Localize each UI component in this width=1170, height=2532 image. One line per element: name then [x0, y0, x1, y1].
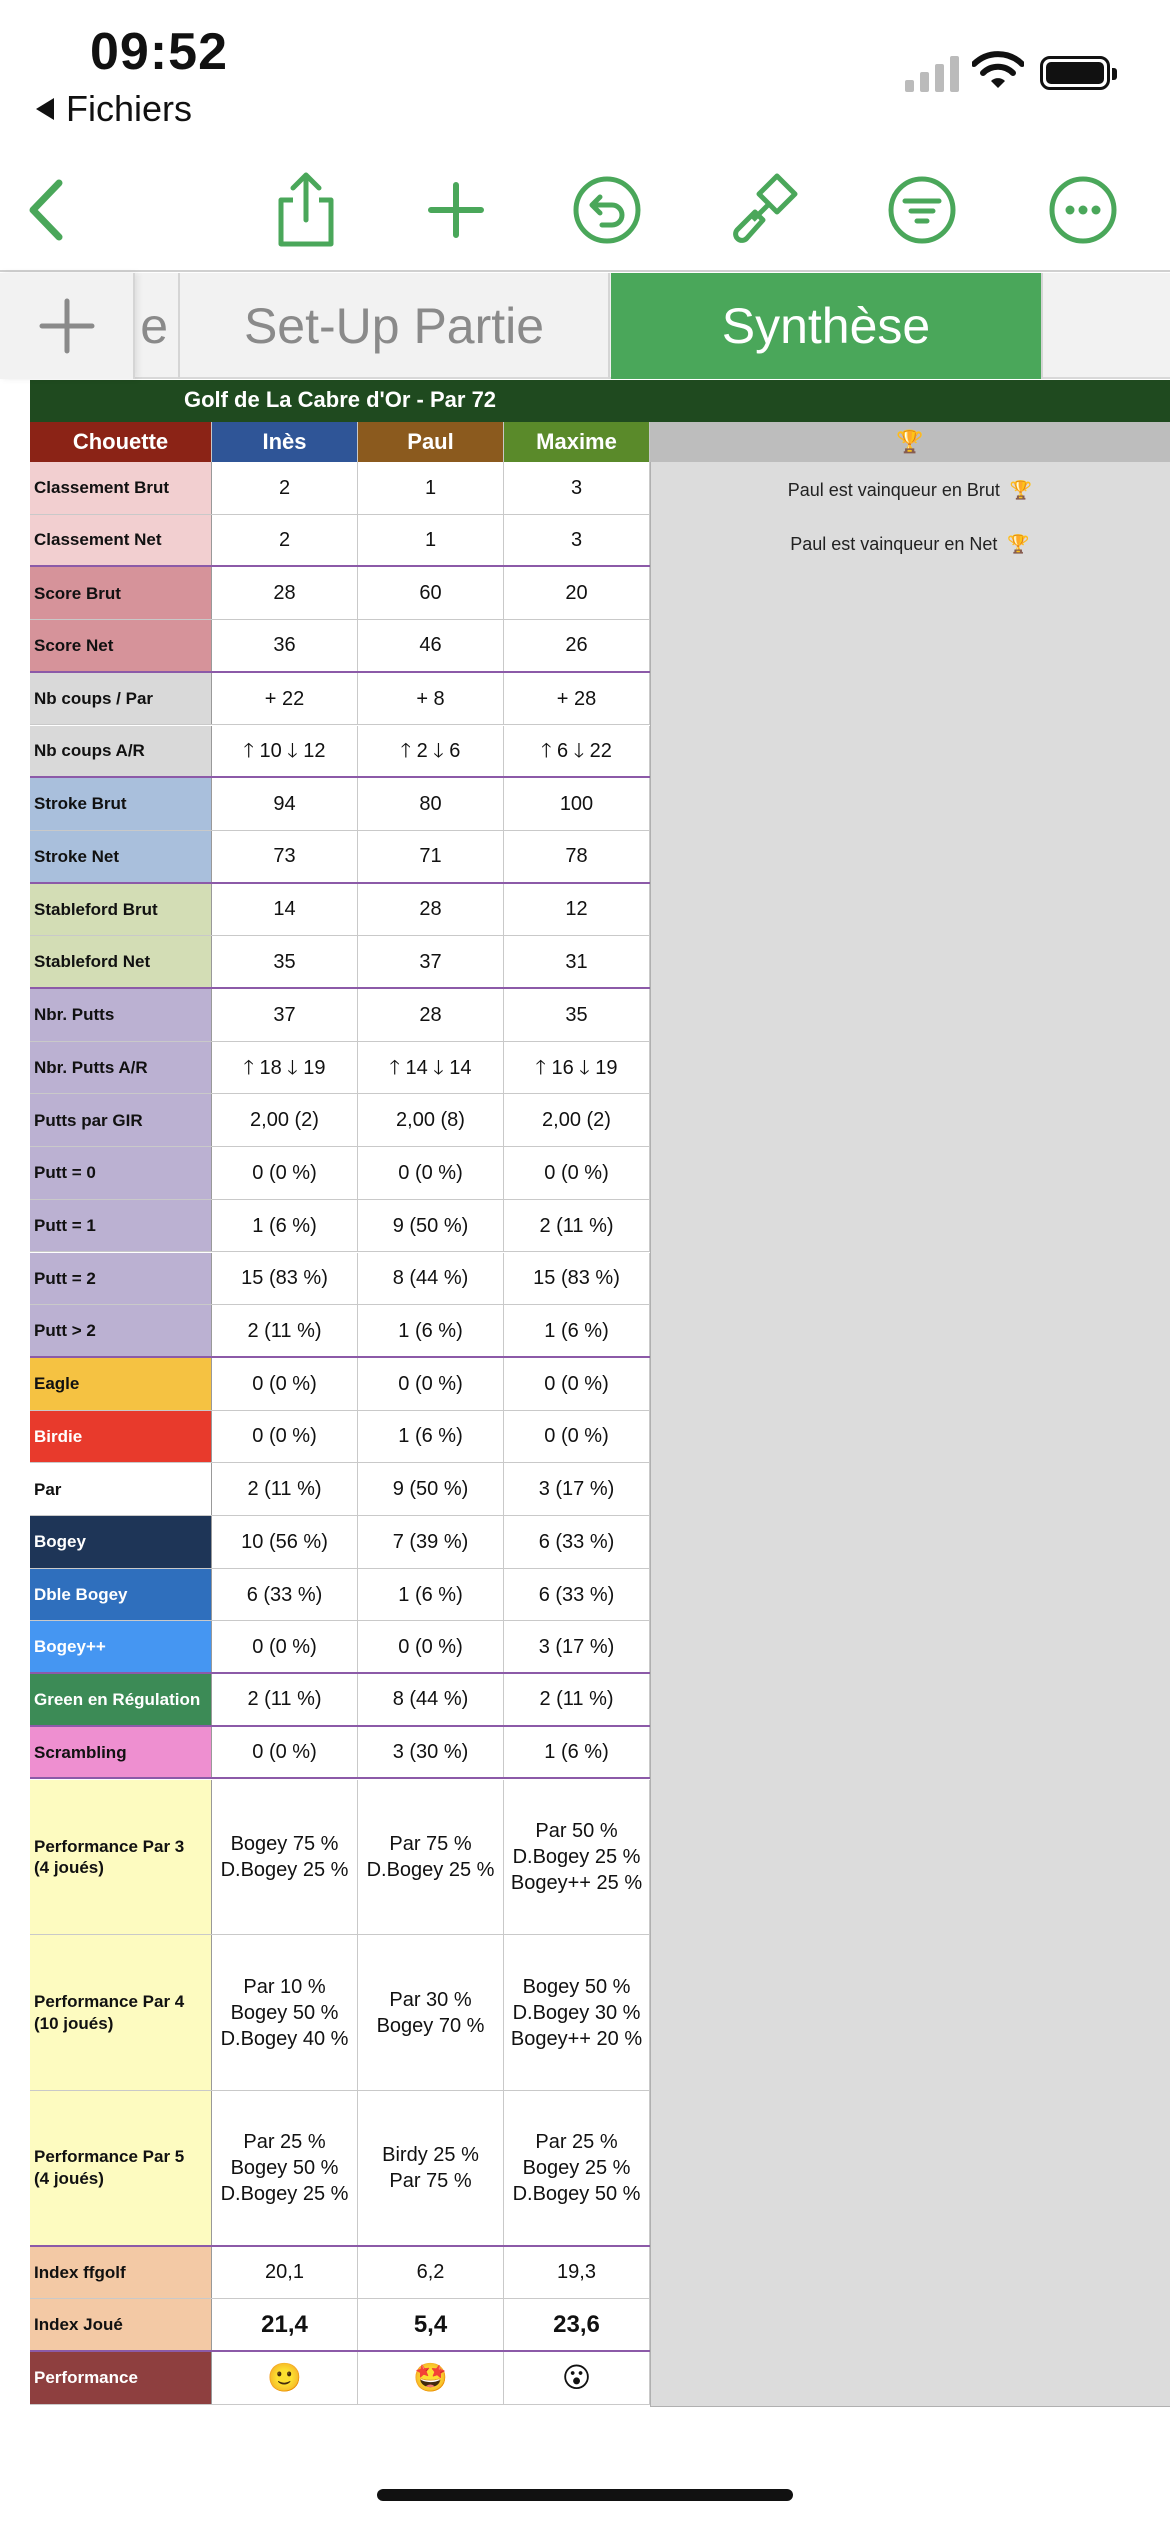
clock: 09:52: [90, 23, 228, 81]
row-label[interactable]: Putts par GIR: [30, 1094, 212, 1146]
format-brush-icon[interactable]: [724, 170, 804, 250]
table-cell[interactable]: Birdy 25 % Par 75 %: [358, 2091, 504, 2245]
table-cell[interactable]: 1 (6 %): [358, 1305, 504, 1356]
table-cell[interactable]: 1 (6 %): [358, 1411, 504, 1463]
table-cell[interactable]: 2 (11 %): [212, 1674, 358, 1725]
row-label[interactable]: Bogey: [30, 1516, 212, 1568]
table-cell[interactable]: 1 (6 %): [212, 1200, 358, 1252]
table-cell[interactable]: 71: [358, 831, 504, 882]
table-row: [30, 2352, 650, 2405]
table-row: [30, 462, 650, 515]
row-label[interactable]: Stableford Net: [30, 936, 212, 987]
table-cell[interactable]: 14: [212, 884, 358, 936]
table-cell[interactable]: 🡑 10 🡓 12: [212, 726, 358, 777]
table-cell[interactable]: 3 (17 %): [504, 1621, 650, 1672]
winner-net: [650, 524, 1170, 564]
table-row: [30, 1042, 650, 1095]
table-row: [30, 620, 650, 673]
wifi-icon: [972, 50, 1024, 95]
table-cell[interactable]: 80: [358, 778, 504, 830]
toolbar: [0, 150, 1170, 272]
table-cell[interactable]: 1 (6 %): [504, 1305, 650, 1356]
row-label[interactable]: Eagle: [30, 1358, 212, 1410]
table-cell[interactable]: 94: [212, 778, 358, 830]
row-label[interactable]: Putt > 2: [30, 1305, 212, 1356]
sheet-tabs: [0, 273, 1170, 379]
table-row: [30, 1358, 650, 1411]
table-cell[interactable]: 60: [358, 567, 504, 619]
table-cell[interactable]: 2 (11 %): [504, 1674, 650, 1725]
table-row: [30, 1935, 650, 2091]
table-cell[interactable]: 28: [212, 567, 358, 619]
table-cell[interactable]: Bogey 50 % D.Bogey 30 % Bogey++ 20 %: [504, 1935, 650, 2090]
table-row: [30, 778, 650, 831]
table-row: [30, 1305, 650, 1358]
table-cell[interactable]: 3 (30 %): [358, 1727, 504, 1778]
table-cell[interactable]: 1: [358, 462, 504, 514]
table-row: [30, 884, 650, 937]
table-cell[interactable]: Bogey 75 % D.Bogey 25 %: [212, 1780, 358, 1935]
row-label[interactable]: Performance Par 3 (4 joués): [30, 1780, 212, 1935]
row-label[interactable]: Index ffgolf: [30, 2247, 212, 2299]
table-cell[interactable]: 🤩: [358, 2352, 504, 2404]
table-cell[interactable]: 1: [358, 515, 504, 566]
header-corner: Chouette: [30, 422, 212, 462]
winner-brut-text: Paul est vainqueur en Brut: [787, 479, 1000, 500]
table-cell[interactable]: 2: [212, 462, 358, 514]
row-label[interactable]: Bogey++: [30, 1621, 212, 1672]
winner-brut: [650, 470, 1170, 510]
tab-synthese[interactable]: Synthèse: [611, 273, 1043, 379]
row-label[interactable]: Nb coups A/R: [30, 726, 212, 777]
header-player-paul: Paul: [358, 422, 504, 462]
row-label[interactable]: Stableford Brut: [30, 884, 212, 936]
table-row: [30, 1094, 650, 1147]
table-cell[interactable]: 2 (11 %): [212, 1305, 358, 1356]
table-cell[interactable]: 31: [504, 936, 650, 987]
undo-icon[interactable]: [567, 170, 647, 250]
home-indicator: [377, 2489, 793, 2501]
table-cell[interactable]: 0 (0 %): [212, 1358, 358, 1410]
table-cell[interactable]: 😮: [504, 2352, 650, 2404]
header-player-ines: Inès: [212, 422, 358, 462]
table-cell[interactable]: 15 (83 %): [504, 1253, 650, 1305]
table-row: [30, 989, 650, 1042]
table-cell[interactable]: Par 50 % D.Bogey 25 % Bogey++ 25 %: [504, 1780, 650, 1935]
battery-icon: [1040, 56, 1110, 90]
table-cell[interactable]: Par 75 % D.Bogey 25 %: [358, 1780, 504, 1935]
table-cell[interactable]: 36: [212, 620, 358, 671]
table-row: [30, 1516, 650, 1569]
table-cell[interactable]: 6,2: [358, 2247, 504, 2299]
table-row: [30, 673, 650, 726]
table-row: [30, 567, 650, 620]
row-label[interactable]: Score Brut: [30, 567, 212, 619]
table-cell[interactable]: 19,3: [504, 2247, 650, 2299]
table-cell[interactable]: 26: [504, 620, 650, 671]
table-cell[interactable]: 8 (44 %): [358, 1674, 504, 1725]
row-label[interactable]: Putt = 2: [30, 1253, 212, 1305]
table-cell[interactable]: 0 (0 %): [358, 1147, 504, 1199]
table-cell[interactable]: 2: [212, 515, 358, 566]
table-cell[interactable]: 2 (11 %): [212, 1463, 358, 1515]
table-cell[interactable]: 🡑 16 🡓 19: [504, 1042, 650, 1094]
table-cell[interactable]: 🡑 14 🡓 14: [358, 1042, 504, 1094]
table-cell[interactable]: 37: [212, 989, 358, 1041]
row-label[interactable]: Par: [30, 1463, 212, 1515]
table-cell[interactable]: 7 (39 %): [358, 1516, 504, 1568]
table-cell[interactable]: 73: [212, 831, 358, 882]
table-row: [30, 1411, 650, 1464]
table-cell[interactable]: 100: [504, 778, 650, 830]
table-cell[interactable]: Par 25 % Bogey 25 % D.Bogey 50 %: [504, 2091, 650, 2245]
table-cell[interactable]: 9 (50 %): [358, 1463, 504, 1515]
back-triangle-icon: [36, 98, 54, 120]
table-cell[interactable]: 0 (0 %): [358, 1358, 504, 1410]
table-row: [30, 1727, 650, 1780]
row-label[interactable]: Classement Brut: [30, 462, 212, 514]
trophy-icon: 🏆: [1009, 479, 1033, 500]
row-label[interactable]: Nb coups / Par: [30, 673, 212, 725]
row-label[interactable]: Score Net: [30, 620, 212, 671]
table-title: [30, 380, 1170, 422]
table-cell[interactable]: 0 (0 %): [504, 1358, 650, 1410]
table-cell[interactable]: 6 (33 %): [212, 1569, 358, 1621]
table-cell[interactable]: 2,00 (8): [358, 1094, 504, 1146]
row-label[interactable]: Putt = 0: [30, 1147, 212, 1199]
table-cell[interactable]: 20: [504, 567, 650, 619]
table-row: [30, 726, 650, 779]
table-row: [30, 1780, 650, 1936]
table-cell[interactable]: 1 (6 %): [358, 1569, 504, 1621]
row-label[interactable]: Nbr. Putts A/R: [30, 1042, 212, 1094]
table-row: [30, 936, 650, 989]
table-cell[interactable]: 3: [504, 462, 650, 514]
table-cell[interactable]: 78: [504, 831, 650, 882]
table-cell[interactable]: 0 (0 %): [212, 1727, 358, 1778]
table-cell[interactable]: 37: [358, 936, 504, 987]
table-cell[interactable]: 0 (0 %): [212, 1411, 358, 1463]
table-row: [30, 515, 650, 568]
table-cell[interactable]: 0 (0 %): [504, 1147, 650, 1199]
more-icon[interactable]: [1043, 170, 1123, 250]
table-cell[interactable]: 8 (44 %): [358, 1253, 504, 1305]
table-cell[interactable]: 🡑 2 🡓 6: [358, 726, 504, 777]
table-cell[interactable]: 23,6: [504, 2299, 650, 2350]
table-cell[interactable]: 12: [504, 884, 650, 936]
status-bar: [0, 0, 1170, 150]
table-cell[interactable]: + 28: [504, 673, 650, 725]
table-cell[interactable]: 21,4: [212, 2299, 358, 2350]
table-cell[interactable]: + 8: [358, 673, 504, 725]
table-row: [30, 1253, 650, 1306]
table-cell[interactable]: Par 10 % Bogey 50 % D.Bogey 40 %: [212, 1935, 358, 2090]
share-icon[interactable]: [266, 170, 346, 250]
table-cell[interactable]: 1 (6 %): [504, 1727, 650, 1778]
row-label[interactable]: Nbr. Putts: [30, 989, 212, 1041]
table-cell[interactable]: 28: [358, 884, 504, 936]
table-cell[interactable]: 2,00 (2): [504, 1094, 650, 1146]
table-cell[interactable]: + 22: [212, 673, 358, 725]
table-row: [30, 1463, 650, 1516]
row-label[interactable]: Green en Régulation: [30, 1674, 212, 1725]
table-cell[interactable]: 35: [212, 936, 358, 987]
filter-icon[interactable]: [882, 170, 962, 250]
table-cell[interactable]: 46: [358, 620, 504, 671]
table-cell[interactable]: Par 30 % Bogey 70 %: [358, 1935, 504, 2090]
back-chevron-icon[interactable]: [6, 170, 86, 250]
table-row: [30, 1674, 650, 1727]
row-label[interactable]: Stroke Brut: [30, 778, 212, 830]
table-cell[interactable]: 6 (33 %): [504, 1516, 650, 1568]
row-label[interactable]: Birdie: [30, 1411, 212, 1463]
table-row: [30, 2299, 650, 2352]
table-row: [30, 2247, 650, 2300]
add-sheet-icon: [39, 298, 95, 354]
header-player-maxime: Maxime: [504, 422, 650, 462]
row-label[interactable]: Putt = 1: [30, 1200, 212, 1252]
row-label[interactable]: Performance Par 4 (10 joués): [30, 1935, 212, 2090]
table-row: [30, 1147, 650, 1200]
table-cell[interactable]: 6 (33 %): [504, 1569, 650, 1621]
trophy-icon: 🏆: [1007, 533, 1030, 554]
table-cell[interactable]: 10 (56 %): [212, 1516, 358, 1568]
table-cell[interactable]: 0 (0 %): [358, 1621, 504, 1672]
table-cell[interactable]: 15 (83 %): [212, 1253, 358, 1305]
back-app-label: Fichiers: [66, 88, 193, 129]
table-cell[interactable]: 🡑 18 🡓 19: [212, 1042, 358, 1094]
row-label[interactable]: Performance: [30, 2352, 212, 2404]
row-label[interactable]: Dble Bogey: [30, 1569, 212, 1621]
table-cell[interactable]: 20,1: [212, 2247, 358, 2299]
table-cell[interactable]: 3 (17 %): [504, 1463, 650, 1515]
row-label[interactable]: Stroke Net: [30, 831, 212, 882]
add-sheet-button[interactable]: [0, 273, 135, 379]
table-cell[interactable]: 35: [504, 989, 650, 1041]
table-cell[interactable]: 0 (0 %): [212, 1147, 358, 1199]
table-cell[interactable]: 2,00 (2): [212, 1094, 358, 1146]
table-row: [30, 1200, 650, 1253]
winner-net-text: Paul est vainqueur en Net: [790, 533, 998, 554]
row-label[interactable]: Performance Par 5 (4 joués): [30, 2091, 212, 2245]
table-row: [30, 2091, 650, 2247]
trophy-header: [650, 422, 1170, 462]
table-cell[interactable]: 5,4: [358, 2299, 504, 2350]
row-label[interactable]: Index Joué: [30, 2299, 212, 2350]
table-cell[interactable]: 9 (50 %): [358, 1200, 504, 1252]
add-icon[interactable]: [416, 170, 496, 250]
table-cell[interactable]: Par 25 % Bogey 50 % D.Bogey 25 %: [212, 2091, 358, 2245]
tab-partial[interactable]: e: [70, 273, 180, 379]
table-cell[interactable]: 0 (0 %): [504, 1411, 650, 1463]
table-cell[interactable]: 🡑 6 🡓 22: [504, 726, 650, 777]
row-label[interactable]: Scrambling: [30, 1727, 212, 1778]
table-row: [30, 1621, 650, 1674]
table-cell[interactable]: 28: [358, 989, 504, 1041]
row-label[interactable]: Classement Net: [30, 515, 212, 566]
table-cell[interactable]: 🙂: [212, 2352, 358, 2404]
trophy-panel: [650, 422, 1170, 2407]
table-cell[interactable]: 2 (11 %): [504, 1200, 650, 1252]
table-title-text: Golf de La Cabre d'Or - Par 72: [183, 387, 497, 412]
tab-setup-partie[interactable]: Set-Up Partie: [180, 273, 610, 379]
table-row: [30, 831, 650, 884]
cellular-signal-icon: [905, 56, 959, 92]
table-cell[interactable]: 0 (0 %): [212, 1621, 358, 1672]
back-to-app-link[interactable]: [36, 88, 192, 130]
trophy-icon: 🏆: [896, 429, 924, 454]
table-row: [30, 1569, 650, 1622]
table-cell[interactable]: 3: [504, 515, 650, 566]
